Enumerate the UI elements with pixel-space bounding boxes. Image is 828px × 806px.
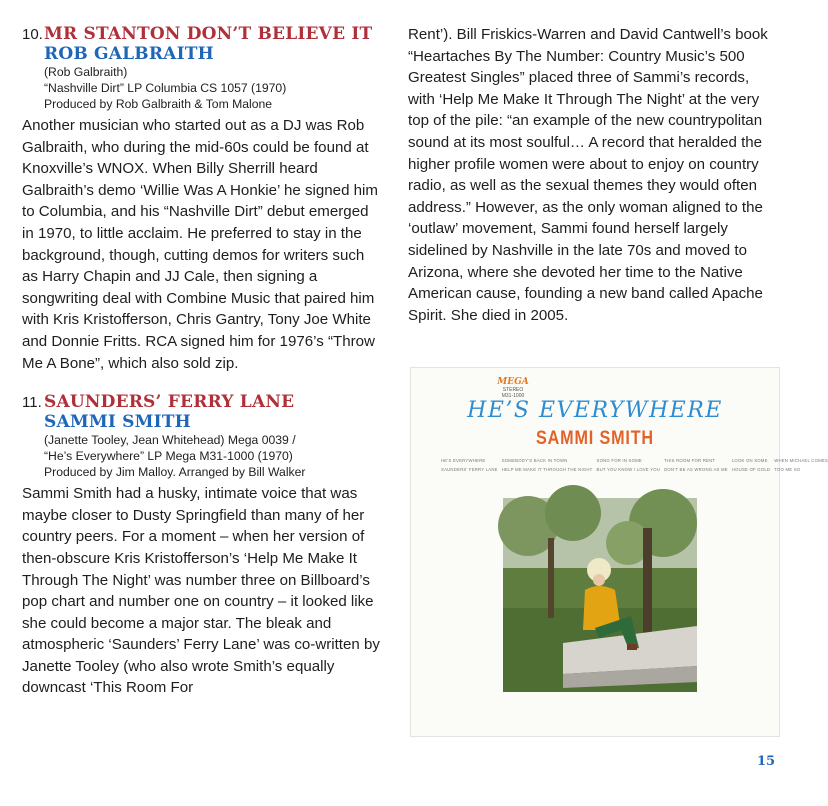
album-track: LOOK ON SOME [731, 458, 768, 463]
album-track: SONG FOR IN SOME [596, 458, 642, 463]
album-track: WHEN MICHAEL COMES [774, 458, 828, 463]
track-credits [44, 64, 380, 112]
label-name: MEGA [497, 377, 529, 387]
credit-line: “Nashville Dirt” LP Columbia CS 1057 (1970) [44, 81, 287, 95]
album-track: SAUNDERS’ FERRY LANE [441, 467, 498, 472]
credit-line: “He’s Everywhere” LP Mega M31-1000 (1970) [44, 449, 293, 464]
track-entry-10 [22, 24, 380, 374]
artist-name: ROB GALBRAITH [44, 44, 214, 64]
album-track: BUT YOU KNOW I LOVE YOU [596, 467, 661, 472]
entry-body-text: Sammi Smith had a husky, intimate voice that was maybe closer to Dusty Springfield than many of her country peers. For a moment – when her version of then-obscure Kris Kristofferson’s ‘Help Me Make It Through The Night’ was number three on Billboard’s pop chart and number one on country – it looked like she could become a major star. The bleak and atmospheric ‘Saunders’ Ferry Lane’ was co-written by Janette Tooley (who also wrote Smith’s equally downcast ‘This Room For [22, 485, 380, 697]
continuation-text: Rent’). Bill Friskics-Warren and David Cantwell’s book “Heartaches By The Number: Country Music’s 500 Greatest Singles” placed three of Sammi’s records, with ‘Help Me Make It Through The Night’ at the very top of the pile: “an example of the new countrypolitan sound at its most soulful… A record that heralded the higher profile women were about to enjoy on country radio, as well as the sexual themes they would often address.” However, as the only woman aligned to the ‘outlaw’ movement, Sammi found herself largely sidelined by Nashville in the late 70s and moved to Arizona, where she devoted her time to the Native American cause, founding a new band called Apache Spirit. She died in 2005. [408, 26, 768, 324]
track-title: MR STANTON DON’T BELIEVE IT [44, 24, 373, 44]
album-track: HELP ME MAKE IT THROUGH THE NIGHT [501, 467, 593, 472]
credit-line: (Rob Galbraith) [44, 65, 128, 79]
entry-heading [22, 392, 380, 412]
page-number: 15 [757, 754, 776, 769]
credit-line: Produced by Rob Galbraith & Tom Malone [44, 97, 273, 111]
label-line: STEREO [502, 387, 524, 393]
label-line: M31-1000 [501, 393, 525, 399]
record-label-logo [493, 377, 533, 399]
album-cover-image [410, 367, 828, 737]
track-number: 10. [22, 26, 43, 43]
left-column [22, 24, 380, 699]
album-track: HOUSE OF GOLD [731, 467, 771, 472]
album-track: TOO ME SO [774, 467, 801, 472]
album-track-list [441, 458, 828, 472]
credit-line: Produced by Jim Malloy. Arranged by Bill Walker [44, 465, 306, 480]
artist-name: SAMMI SMITH [44, 412, 191, 433]
album-title: HE’S EVERYWHERE [467, 398, 723, 423]
album-track: SOMEBODY’S BACK IN TOWN [501, 458, 568, 463]
right-column [408, 24, 780, 326]
album-artist: SAMMI SMITH [536, 428, 654, 449]
track-number: 11. [22, 394, 42, 412]
album-track: HE’S EVERYWHERE [441, 458, 486, 463]
entry-body-text: Another musician who started out as a DJ was Rob Galbraith, who during the mid-60s could be found at Knoxville’s WNOX. When Billy Sherrill heard Galbraith’s demo ‘Willie Was A Honkie’ he signed him to Columbia, and his “Nashville Dirt” debut emerged in 1970, to little acclaim. He preferred to stay in the background, though, cutting demos for writers such as Harry Chapin and JJ Cale, then signing a songwriting deal with Combine Music that paired him with Kris Kristofferson, Chris Gantry, Tony Joe White and Donnie Fritts. RCA signed him for 1976’s “Throw Me A Bone”, which also sold zip. [22, 117, 378, 372]
album-track: THIS ROOM FOR RENT [664, 458, 716, 463]
track-title: SAUNDERS’ FERRY LANE [44, 392, 295, 413]
cover-photo-illustration [503, 498, 697, 692]
cover-photo [503, 498, 697, 692]
credit-line: (Janette Tooley, Jean Whitehead) Mega 0039 / [44, 433, 296, 448]
entry-heading [22, 24, 380, 44]
track-credits [44, 432, 380, 480]
album-track: DON’T BE AS WRONG AS ME [664, 467, 728, 472]
track-entry-11 [22, 392, 380, 699]
